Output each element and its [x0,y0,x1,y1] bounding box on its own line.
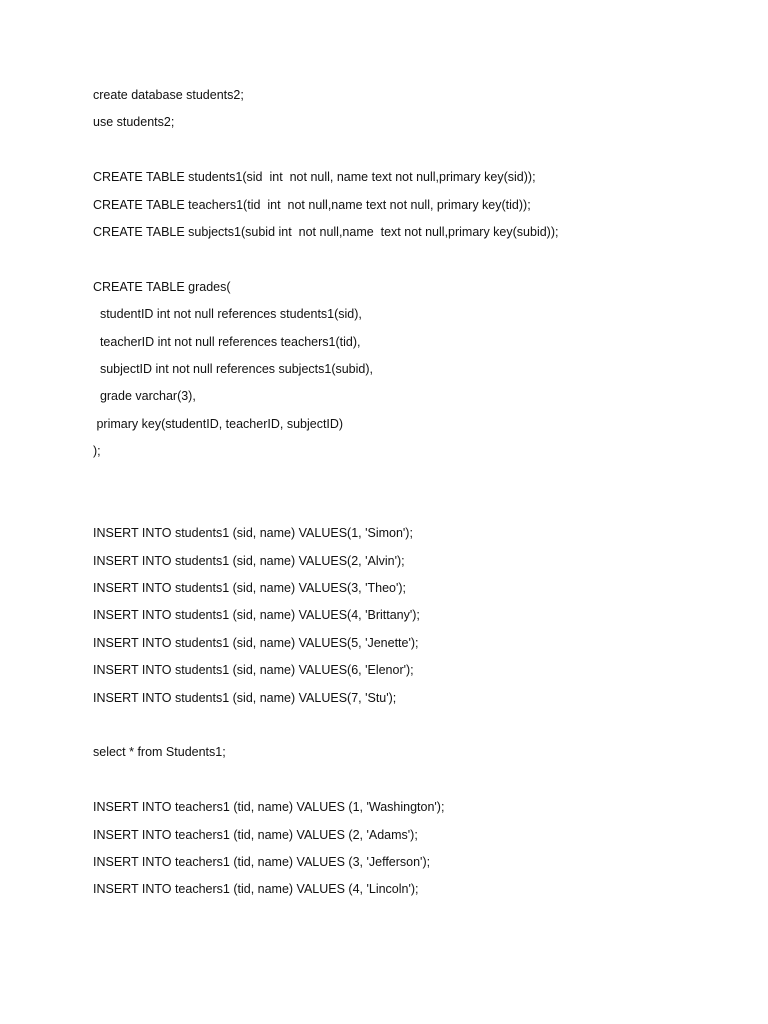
sql-line-insert-student-5: INSERT INTO students1 (sid, name) VALUES(5, 'Jenette'); [93,635,419,650]
document-body [93,86,733,908]
sql-line-insert-teacher-2: INSERT INTO teachers1 (tid, name) VALUES (2, 'Adams'); [93,827,418,842]
blank-line [93,497,733,524]
sql-line-grades-grade: grade varchar(3), [93,389,196,404]
sql-line-insert-teacher-4: INSERT INTO teachers1 (tid, name) VALUES (4, 'Lincoln'); [93,882,419,897]
sql-line-insert-student-6: INSERT INTO students1 (sid, name) VALUES(6, 'Elenor'); [93,663,414,678]
sql-line-select-students1: select * from Students1; [93,745,226,760]
sql-line-insert-teacher-3: INSERT INTO teachers1 (tid, name) VALUES (3, 'Jefferson'); [93,854,431,869]
sql-line-create-database: create database students2; [93,88,244,102]
sql-line-grades-studentid: studentID int not null references students1(sid), [93,307,362,322]
sql-line-insert-student-4: INSERT INTO students1 (sid, name) VALUES(4, 'Brittany'); [93,608,420,623]
sql-line-grades-close: ); [93,444,101,459]
sql-line-grades-primary-key: primary key(studentID, teacherID, subjectID) [93,416,344,431]
sql-line-insert-student-2: INSERT INTO students1 (sid, name) VALUES(2, 'Alvin'); [93,553,405,568]
sql-line-create-subjects1: CREATE TABLE subjects1(subid int not null,name text not null,primary key(subid)); [93,224,559,239]
blank-line [93,141,733,168]
sql-line-insert-student-1: INSERT INTO students1 (sid, name) VALUES(1, 'Simon'); [93,526,413,541]
sql-line-create-teachers1: CREATE TABLE teachers1(tid int not null,name text not null, primary key(tid)); [93,197,531,212]
sql-line-insert-student-7: INSERT INTO students1 (sid, name) VALUES(7, 'Stu'); [93,690,397,705]
sql-line-insert-student-3: INSERT INTO students1 (sid, name) VALUES(3, 'Theo'); [93,581,406,596]
sql-line-insert-teacher-1: INSERT INTO teachers1 (tid, name) VALUES (1, 'Washington'); [93,800,445,815]
blank-line [93,250,733,277]
sql-line-grades-subjectid: subjectID int not null references subjects1(subid), [93,361,373,376]
blank-line [93,469,733,496]
sql-line-create-grades: CREATE TABLE grades( [93,279,231,294]
sql-line-create-students1: CREATE TABLE students1(sid int not null, name text not null,primary key(sid)); [93,170,536,185]
sql-line-grades-teacherid: teacherID int not null references teachers1(tid), [93,334,361,349]
sql-line-use-database: use students2; [93,115,175,130]
blank-line [93,771,733,798]
blank-line [93,716,733,743]
